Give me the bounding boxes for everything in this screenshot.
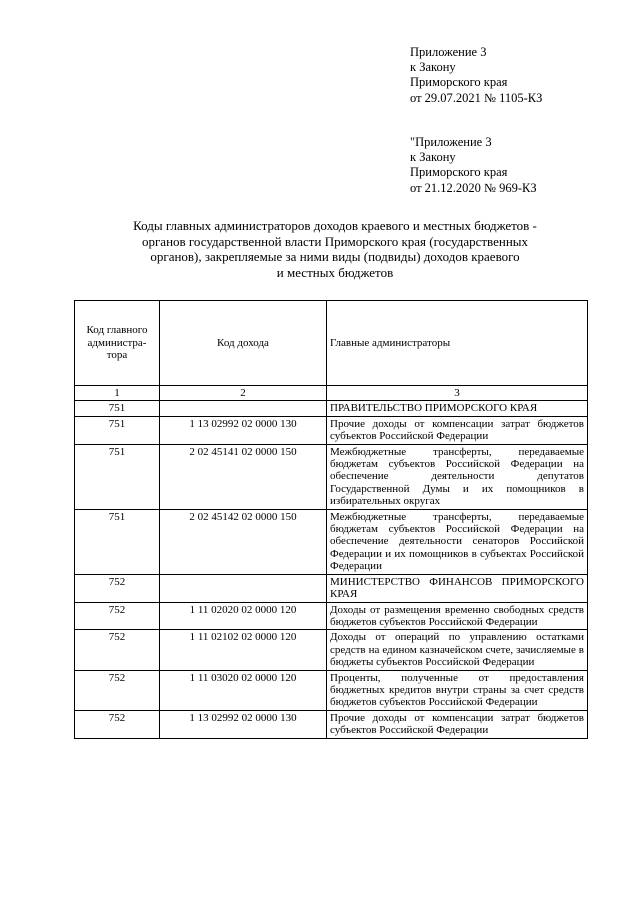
annex-line: Приложение 3 xyxy=(410,45,487,59)
revenue-code-cell: 2 02 45142 02 0000 150 xyxy=(160,509,327,574)
admin-code-cell: 752 xyxy=(75,710,160,738)
annex-reference-original xyxy=(410,135,537,196)
table-header-row xyxy=(75,301,588,386)
column-number-row xyxy=(75,386,588,401)
revenue-codes-table xyxy=(74,300,588,739)
table-row xyxy=(75,401,588,416)
title-line: органов государственной власти Приморского края (государственных xyxy=(141,233,529,249)
administrator-name-cell: Прочие доходы от компенсации затрат бюджетов субъектов Российской Федерации xyxy=(327,416,588,444)
revenue-code-cell: 1 13 02992 02 0000 130 xyxy=(160,416,327,444)
revenue-code-cell: 1 13 02992 02 0000 130 xyxy=(160,710,327,738)
table-row xyxy=(75,670,588,710)
admin-code-cell: 751 xyxy=(75,509,160,574)
admin-code-cell: 752 xyxy=(75,602,160,630)
title-line: и местных бюджетов xyxy=(276,264,394,280)
annex-line: от 21.12.2020 № 969-КЗ xyxy=(410,180,537,195)
administrator-name-cell: Доходы от операций по управлению остатками средств на едином казначейском счете, зачисляемые в бюджеты субъектов Российской Федерации xyxy=(327,630,588,670)
table-row xyxy=(75,630,588,670)
table-row xyxy=(75,416,588,444)
column-number: 3 xyxy=(327,386,588,401)
title-line: Коды главных администраторов доходов краевого и местных бюджетов - xyxy=(133,218,537,233)
header-revenue-code: Код дохода xyxy=(160,301,327,386)
revenue-code-cell: 1 11 02102 02 0000 120 xyxy=(160,630,327,670)
administrator-name-cell: Межбюджетные трансферты, передаваемые бюджетам субъектов Российской Федерации на обеспечение деятельности депутатов Государственной Думы и их помощников в избирательных округах xyxy=(327,444,588,509)
document-title xyxy=(90,218,580,280)
administrator-name-cell: Доходы от размещения временно свободных средств бюджетов субъектов Российской Федерации xyxy=(327,602,588,630)
annex-reference-current xyxy=(410,45,542,106)
revenue-code-cell xyxy=(160,401,327,416)
annex-line: Приморского края xyxy=(410,75,508,90)
header-administrators: Главные администраторы xyxy=(327,301,588,386)
administrator-name-cell: МИНИСТЕРСТВО ФИНАНСОВ ПРИМОРСКОГО КРАЯ xyxy=(327,574,588,602)
administrator-name-cell: Проценты, полученные от предоставления бюджетных кредитов внутри страны за счет средств бюджетов субъектов Российской Федерации xyxy=(327,670,588,710)
admin-code-cell: 752 xyxy=(75,630,160,670)
annex-line: к Закону xyxy=(410,150,456,165)
admin-code-cell: 751 xyxy=(75,444,160,509)
annex-line: "Приложение 3 xyxy=(410,135,492,149)
table-row xyxy=(75,509,588,574)
annex-line: Приморского края xyxy=(410,165,508,180)
revenue-code-cell: 1 11 02020 02 0000 120 xyxy=(160,602,327,630)
header-admin-code: Код главного администра-тора xyxy=(75,301,160,386)
revenue-code-cell xyxy=(160,574,327,602)
annex-line: к Закону xyxy=(410,60,456,75)
revenue-code-cell: 1 11 03020 02 0000 120 xyxy=(160,670,327,710)
admin-code-cell: 751 xyxy=(75,416,160,444)
table-row xyxy=(75,444,588,509)
admin-code-cell: 752 xyxy=(75,574,160,602)
admin-code-cell: 751 xyxy=(75,401,160,416)
table-row xyxy=(75,574,588,602)
table-row xyxy=(75,602,588,630)
table-row xyxy=(75,710,588,738)
administrator-name-cell: Прочие доходы от компенсации затрат бюджетов субъектов Российской Федерации xyxy=(327,710,588,738)
administrator-name-cell: ПРАВИТЕЛЬСТВО ПРИМОРСКОГО КРАЯ xyxy=(327,401,588,416)
annex-line: от 29.07.2021 № 1105-КЗ xyxy=(410,90,543,105)
admin-code-cell: 752 xyxy=(75,670,160,710)
title-line: органов), закрепляемые за ними виды (подвиды) доходов краевого xyxy=(150,249,520,264)
administrator-name-cell: Межбюджетные трансферты, передаваемые бюджетам субъектов Российской Федерации на обеспечение деятельности сенаторов Российской Федерации и их помощников в субъектах Российской Федерации xyxy=(327,509,588,574)
column-number: 1 xyxy=(75,386,160,401)
revenue-code-cell: 2 02 45141 02 0000 150 xyxy=(160,444,327,509)
column-number: 2 xyxy=(160,386,327,401)
